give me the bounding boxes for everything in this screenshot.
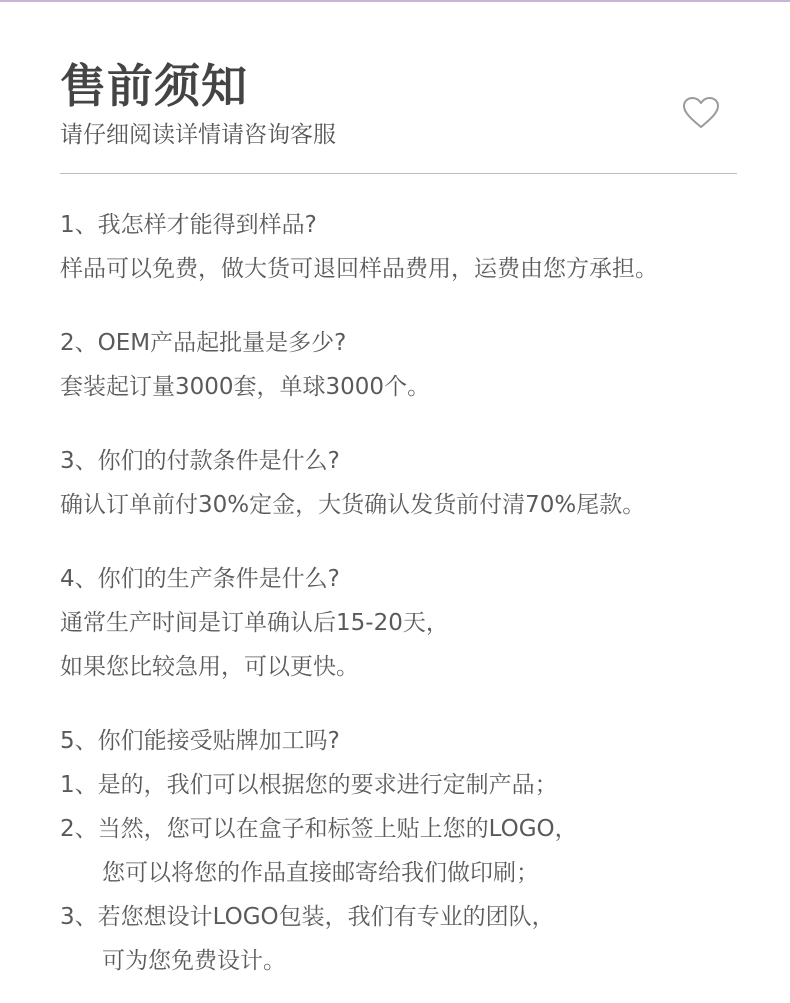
faq-question: 4、你们的生产条件是什么? bbox=[60, 566, 340, 592]
header-divider bbox=[60, 173, 737, 174]
faq-answer: 如果您比较急用，可以更快。 bbox=[60, 654, 359, 680]
faq-answer: 通常生产时间是订单确认后15-20天， bbox=[60, 610, 449, 636]
faq-item-4 bbox=[60, 557, 760, 689]
page-title: 售前须知 bbox=[60, 59, 248, 113]
faq-answer: 套装起订量3000套，单球3000个。 bbox=[60, 374, 431, 400]
faq-question: 2、OEM产品起批量是多少? bbox=[60, 330, 347, 356]
faq-item-1 bbox=[60, 203, 760, 291]
faq-answer: 您可以将您的作品直接邮寄给我们做印刷； bbox=[102, 860, 539, 886]
faq-question: 3、你们的付款条件是什么? bbox=[60, 448, 340, 474]
faq-item-5 bbox=[60, 719, 760, 983]
faq-answer: 样品可以免费，做大货可退回样品费用，运费由您方承担。 bbox=[60, 256, 658, 282]
top-accent-line bbox=[0, 0, 790, 2]
faq-question: 1、我怎样才能得到样品? bbox=[60, 212, 317, 238]
faq-item-3 bbox=[60, 439, 760, 527]
faq-answer: 3、若您想设计LOGO包装，我们有专业的团队， bbox=[60, 904, 555, 930]
heart-outline-icon[interactable] bbox=[682, 96, 720, 130]
faq-list bbox=[60, 203, 760, 983]
faq-answer: 2、当然，您可以在盒子和标签上贴上您的LOGO， bbox=[60, 816, 578, 842]
faq-item-2 bbox=[60, 321, 760, 409]
faq-answer: 1、是的，我们可以根据您的要求进行定制产品； bbox=[60, 772, 558, 798]
faq-question: 5、你们能接受贴牌加工吗? bbox=[60, 728, 340, 754]
page-subtitle: 请仔细阅读详情请咨询客服 bbox=[60, 122, 336, 148]
faq-answer: 可为您免费设计。 bbox=[102, 948, 286, 974]
faq-answer: 确认订单前付30%定金，大货确认发货前付清70%尾款。 bbox=[60, 492, 646, 518]
